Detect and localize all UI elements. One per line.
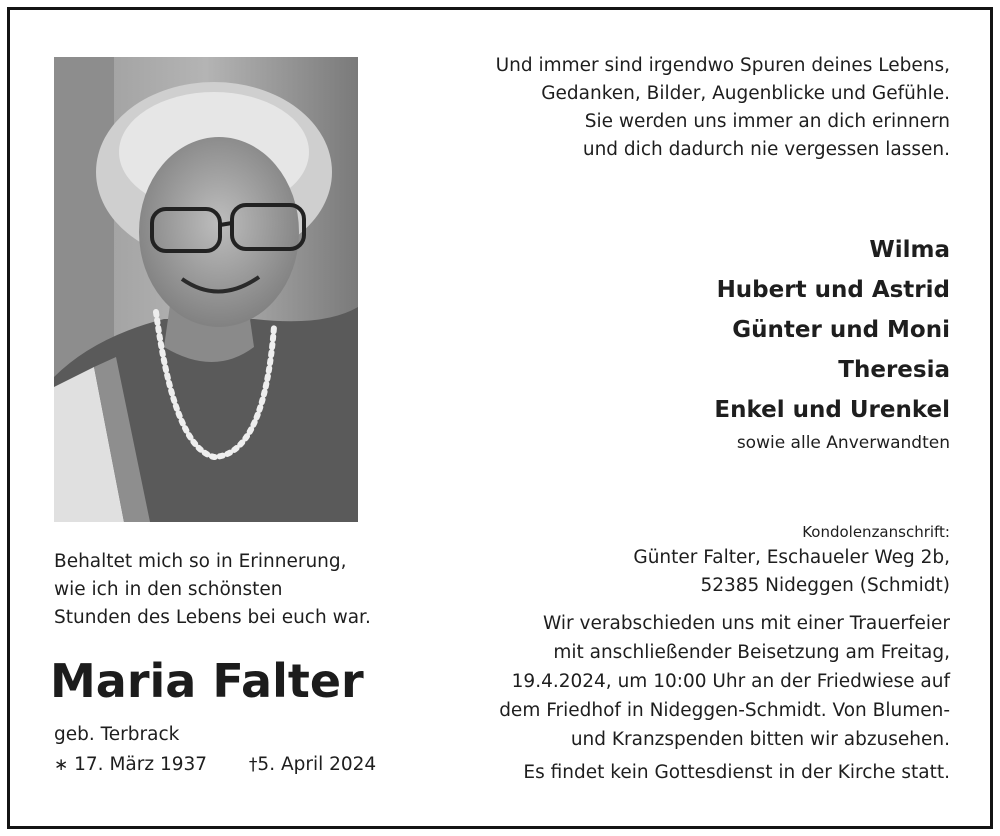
condolence-line: Günter Falter, Eschaueler Weg 2b, [633,547,950,568]
quote-right-line: Und immer sind irgendwo Spuren deines Lebens, [495,55,950,76]
quote-right-line: Sie werden uns immer an dich erinnern [584,111,950,132]
birth-star-icon: ∗ [54,755,69,775]
deceased-name: Maria Falter [50,654,364,708]
mourner-name: Hubert und Astrid [716,277,950,303]
funeral-line: und Kranzspenden bitten wir abzusehen. [570,729,950,750]
relatives-line: sowie alle Anverwandten [736,433,950,453]
maiden-name: geb. Terbrack [54,724,180,745]
condolence-address [633,520,950,600]
quote-right-line: Gedanken, Bilder, Augenblicke und Gefühle. [541,83,950,104]
mourner-name: Theresia [838,357,950,383]
quote-left-line: Stunden des Lebens bei euch war. [54,607,371,628]
funeral-line: mit anschließender Beisetzung am Freitag, [553,642,950,663]
condolence-label: Kondolenzanschrift: [802,523,950,541]
birth-date: 17. März 1937 [74,754,208,775]
service-note: Es findet kein Gottesdienst in der Kirche statt. [523,762,950,783]
quote-left-line: wie ich in den schönsten [54,579,283,600]
portrait-photo [54,57,358,522]
mourner-name: Wilma [869,237,950,263]
life-dates [54,754,376,775]
mourners-list [714,230,950,456]
quote-left [54,548,371,632]
death-date: 5. April 2024 [257,754,377,775]
funeral-line: dem Friedhof in Nideggen-Schmidt. Von Blumen- [499,700,950,721]
quote-left-line: Behaltet mich so in Erinnerung, [54,551,347,572]
quote-right-line: und dich dadurch nie vergessen lassen. [582,139,950,160]
funeral-line: Wir verabschieden uns mit einer Trauerfeier [543,613,950,634]
death-cross-icon: † [248,755,258,775]
funeral-info [499,609,950,787]
mourner-name: Günter und Moni [732,317,950,343]
funeral-line: 19.4.2024, um 10:00 Uhr an der Friedwiese auf [511,671,950,692]
condolence-line: 52385 Nideggen (Schmidt) [700,575,950,596]
quote-right [496,52,950,164]
mourner-name: Enkel und Urenkel [714,397,950,423]
